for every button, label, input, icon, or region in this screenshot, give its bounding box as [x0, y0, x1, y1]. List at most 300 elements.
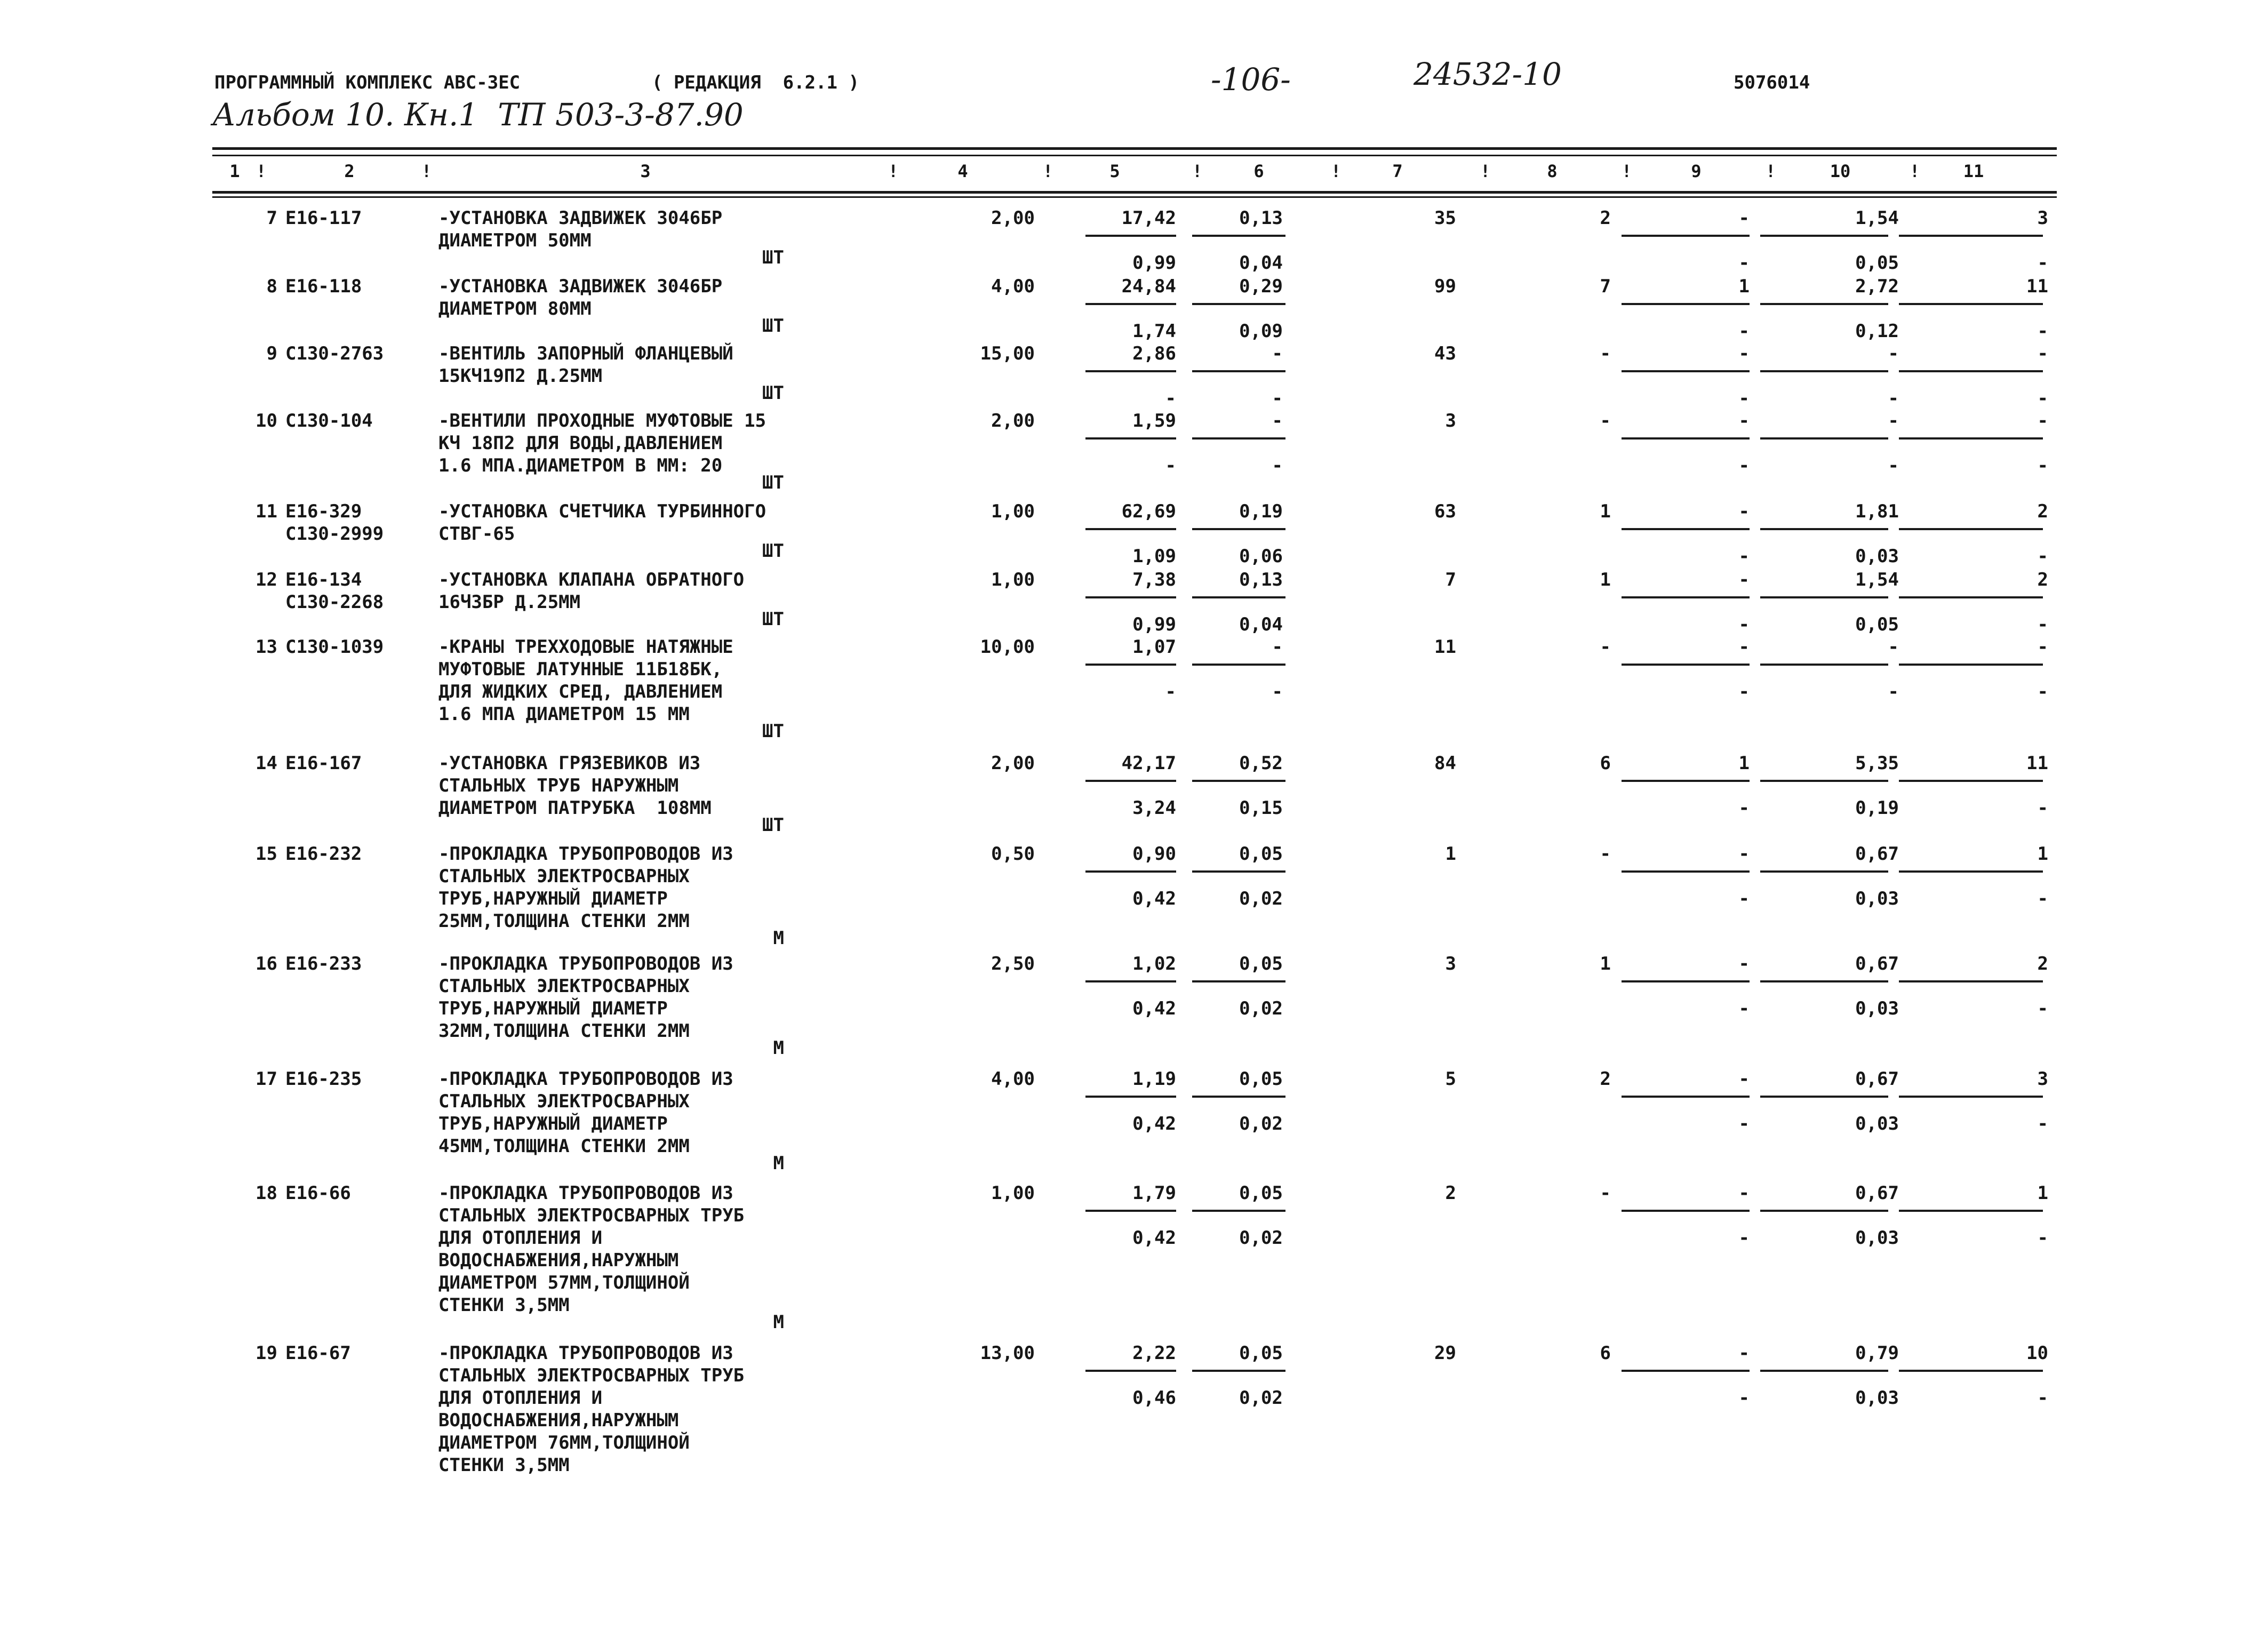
row-code: Е16-233 [285, 953, 362, 974]
fraction-rule [1760, 1210, 1888, 1212]
row-col11-top: 11 [2026, 753, 2048, 774]
fraction-rule [1899, 370, 2043, 372]
row-description: СТАЛЬНЫХ ТРУБ НАРУЖНЫМ [438, 775, 679, 796]
row-col11-top: 1 [2037, 843, 2048, 865]
row-col9-top: 1 [1738, 753, 1750, 774]
fraction-rule [1622, 235, 1750, 237]
row-col10-bottom: 0,03 [1855, 888, 1899, 909]
row-col9-bottom: - [1738, 321, 1750, 342]
header-rule-top [212, 147, 2057, 150]
row-col5-bottom: - [1165, 455, 1176, 476]
fraction-rule [1899, 1210, 2043, 1212]
fraction-rule [1085, 780, 1176, 782]
row-col6-bottom: - [1272, 681, 1283, 702]
row-unit: ШТ [762, 315, 784, 337]
row-number: 10 [255, 410, 277, 432]
fraction-rule [1192, 437, 1285, 440]
fraction-rule [1085, 1096, 1176, 1098]
fraction-rule [1622, 1096, 1750, 1098]
column-separator: ! [421, 161, 432, 181]
row-description: ТРУБ,НАРУЖНЫЙ ДИАМЕТР [438, 888, 668, 909]
row-col11-top: - [2037, 410, 2048, 432]
row-col10-top: - [1888, 636, 1899, 658]
row-col9-top: - [1738, 1068, 1750, 1090]
row-description: СТЕНКИ 3,5ММ [438, 1295, 570, 1316]
row-col9-bottom: - [1738, 614, 1750, 635]
edition-label: ( РЕДАКЦИЯ 6.2.1 ) [652, 72, 859, 93]
row-col8: 2 [1600, 207, 1611, 229]
row-number: 17 [255, 1068, 277, 1090]
fraction-rule [1192, 1096, 1285, 1098]
row-number: 16 [255, 953, 277, 974]
fraction-rule [1622, 303, 1750, 305]
row-description: 16Ч3БР Д.25ММ [438, 592, 581, 613]
row-description: СТАЛЬНЫХ ЭЛЕКТРОСВАРНЫХ [438, 976, 690, 997]
row-col5-bottom: 1,74 [1132, 321, 1176, 342]
fraction-rule [1085, 1370, 1176, 1372]
row-col11-top: 2 [2037, 953, 2048, 974]
row-col6-top: 0,52 [1239, 753, 1283, 774]
row-col9-top: - [1738, 207, 1750, 229]
row-description: ДЛЯ ОТОПЛЕНИЯ И [438, 1227, 603, 1249]
row-col10-top: 1,54 [1855, 207, 1899, 229]
fraction-rule [1899, 437, 2043, 440]
row-col10-top: 0,67 [1855, 843, 1899, 865]
column-separator: ! [256, 161, 267, 181]
row-unit: ШТ [762, 382, 784, 404]
column-header-6: 6 [1253, 161, 1264, 181]
row-description: -ПРОКЛАДКА ТРУБОПРОВОДОВ ИЗ [438, 1068, 733, 1090]
row-col7: 3 [1445, 410, 1456, 432]
row-description: -ВЕНТИЛЬ ЗАПОРНЫЙ ФЛАНЦЕВЫЙ [438, 343, 733, 364]
row-col6-top: - [1272, 410, 1283, 432]
row-description: -УСТАНОВКА ГРЯЗЕВИКОВ ИЗ [438, 753, 701, 774]
row-code: Е16-134 [285, 569, 362, 590]
row-description: СТАЛЬНЫХ ЭЛЕКТРОСВАРНЫХ ТРУБ [438, 1205, 745, 1226]
row-col10-bottom: 0,03 [1855, 1113, 1899, 1134]
row-col6-top: - [1272, 343, 1283, 364]
row-unit: ШТ [762, 721, 784, 742]
row-description: -ПРОКЛАДКА ТРУБОПРОВОДОВ ИЗ [438, 843, 733, 865]
fraction-rule [1899, 980, 2043, 982]
fraction-rule [1192, 303, 1285, 305]
row-col10-bottom: - [1888, 388, 1899, 409]
row-col5-bottom: 0,42 [1132, 1113, 1176, 1134]
fraction-rule [1622, 1210, 1750, 1212]
row-col5-top: 7,38 [1132, 569, 1176, 590]
album-reference: Альбом 10. Кн.1 ТП 503-3-87.90 [212, 97, 744, 133]
fraction-rule [1899, 528, 2043, 530]
row-col9-top: - [1738, 501, 1750, 522]
row-quantity: 1,00 [991, 501, 1035, 522]
row-col9-bottom: - [1738, 455, 1750, 476]
row-number: 9 [266, 343, 277, 364]
row-col10-bottom: 0,03 [1855, 998, 1899, 1019]
fraction-rule [1622, 1370, 1750, 1372]
row-description: ВОДОСНАБЖЕНИЯ,НАРУЖНЫМ [438, 1410, 679, 1431]
row-col9-bottom: - [1738, 546, 1750, 567]
row-description: 32ММ,ТОЛЩИНА СТЕНКИ 2ММ [438, 1020, 690, 1042]
row-col5-bottom: 1,09 [1132, 546, 1176, 567]
column-header-7: 7 [1392, 161, 1403, 181]
fraction-rule [1085, 1210, 1176, 1212]
row-quantity: 1,00 [991, 569, 1035, 590]
fraction-rule [1622, 370, 1750, 372]
row-col10-bottom: - [1888, 681, 1899, 702]
row-code: С130-2268 [285, 592, 384, 613]
program-title: ПРОГРАММНЫЙ КОМПЛЕКС АВС-3ЕС [214, 72, 521, 93]
fraction-rule [1760, 303, 1888, 305]
fraction-rule [1192, 235, 1285, 237]
row-number: 14 [255, 753, 277, 774]
row-description: ДИАМЕТРОМ 50ММ [438, 230, 592, 251]
row-col10-bottom: 0,05 [1855, 614, 1899, 635]
fraction-rule [1622, 980, 1750, 982]
row-unit: ШТ [762, 540, 784, 562]
header-rule-mid [212, 155, 2057, 156]
row-col8: 2 [1600, 1068, 1611, 1090]
fraction-rule [1085, 870, 1176, 873]
fraction-rule [1760, 1370, 1888, 1372]
row-col8: 6 [1600, 753, 1611, 774]
row-col9-bottom: - [1738, 888, 1750, 909]
fraction-rule [1760, 370, 1888, 372]
row-quantity: 2,00 [991, 207, 1035, 229]
fraction-rule [1192, 780, 1285, 782]
fraction-rule [1622, 780, 1750, 782]
column-header-4: 4 [957, 161, 968, 181]
fraction-rule [1085, 235, 1176, 237]
row-col5-bottom: 0,99 [1132, 252, 1176, 274]
row-number: 8 [266, 276, 277, 297]
row-quantity: 1,00 [991, 1182, 1035, 1204]
column-header-10: 10 [1830, 161, 1851, 181]
row-col11-bottom: - [2037, 1113, 2048, 1134]
row-col7: 5 [1445, 1068, 1456, 1090]
row-col11-bottom: - [2037, 1227, 2048, 1249]
row-code: Е16-117 [285, 207, 362, 229]
row-description: 25ММ,ТОЛЩИНА СТЕНКИ 2ММ [438, 910, 690, 932]
row-col5-top: 2,22 [1132, 1343, 1176, 1364]
document-code: 24532-10 [1413, 56, 1562, 92]
row-col8: - [1600, 636, 1611, 658]
fraction-rule [1899, 780, 2043, 782]
row-col11-bottom: - [2037, 252, 2048, 274]
row-col11-top: 3 [2037, 207, 2048, 229]
row-quantity: 2,00 [991, 753, 1035, 774]
row-description: 1.6 МПА ДИАМЕТРОМ 15 ММ [438, 704, 690, 725]
row-description: -УСТАНОВКА ЗАДВИЖЕК 3046БР [438, 276, 723, 297]
row-col8: 7 [1600, 276, 1611, 297]
row-col5-bottom: - [1165, 388, 1176, 409]
row-col10-bottom: 0,03 [1855, 546, 1899, 567]
row-quantity: 0,50 [991, 843, 1035, 865]
row-col7: 11 [1434, 636, 1456, 658]
row-col5-top: 17,42 [1121, 207, 1176, 229]
row-col10-bottom: 0,05 [1855, 252, 1899, 274]
row-col11-top: 2 [2037, 501, 2048, 522]
row-col9-top: - [1738, 1182, 1750, 1204]
row-description: -ПРОКЛАДКА ТРУБОПРОВОДОВ ИЗ [438, 1343, 733, 1364]
row-col8: 1 [1600, 501, 1611, 522]
fraction-rule [1760, 1096, 1888, 1098]
row-col11-bottom: - [2037, 1387, 2048, 1409]
fraction-rule [1622, 870, 1750, 873]
fraction-rule [1192, 870, 1285, 873]
row-description: -ПРОКЛАДКА ТРУБОПРОВОДОВ ИЗ [438, 953, 733, 974]
row-code: Е16-167 [285, 753, 362, 774]
column-header-1: 1 [229, 161, 240, 181]
row-description: -КРАНЫ ТРЕХХОДОВЫЕ НАТЯЖНЫЕ [438, 636, 733, 658]
row-col11-top: 1 [2037, 1182, 2048, 1204]
row-code: С130-2763 [285, 343, 384, 364]
row-description: 45ММ,ТОЛЩИНА СТЕНКИ 2ММ [438, 1136, 690, 1157]
fraction-rule [1760, 870, 1888, 873]
row-description: ДИАМЕТРОМ 80ММ [438, 298, 592, 319]
row-number: 13 [255, 636, 277, 658]
row-col8: 1 [1600, 569, 1611, 590]
row-col6-bottom: 0,02 [1239, 888, 1283, 909]
row-code: Е16-118 [285, 276, 362, 297]
row-col5-bottom: 0,42 [1132, 888, 1176, 909]
fraction-rule [1760, 980, 1888, 982]
row-col10-bottom: 0,03 [1855, 1227, 1899, 1249]
row-description: ДЛЯ ОТОПЛЕНИЯ И [438, 1387, 603, 1409]
row-col11-bottom: - [2037, 681, 2048, 702]
column-header-8: 8 [1547, 161, 1558, 181]
row-col8: - [1600, 343, 1611, 364]
row-description: СТАЛЬНЫХ ЭЛЕКТРОСВАРНЫХ [438, 1091, 690, 1112]
row-col6-bottom: - [1272, 455, 1283, 476]
row-col9-bottom: - [1738, 681, 1750, 702]
row-col10-top: 5,35 [1855, 753, 1899, 774]
row-col6-bottom: 0,06 [1239, 546, 1283, 567]
row-col5-top: 1,59 [1132, 410, 1176, 432]
row-col5-top: 1,79 [1132, 1182, 1176, 1204]
fraction-rule [1899, 303, 2043, 305]
row-col11-top: 11 [2026, 276, 2048, 297]
row-col7: 43 [1434, 343, 1456, 364]
row-col9-bottom: - [1738, 998, 1750, 1019]
fraction-rule [1192, 370, 1285, 372]
row-col10-bottom: 0,19 [1855, 797, 1899, 819]
row-col10-top: - [1888, 343, 1899, 364]
row-quantity: 10,00 [980, 636, 1035, 658]
row-col7: 84 [1434, 753, 1456, 774]
row-col10-bottom: 0,03 [1855, 1387, 1899, 1409]
row-description: ТРУБ,НАРУЖНЫЙ ДИАМЕТР [438, 1113, 668, 1134]
row-col6-top: 0,19 [1239, 501, 1283, 522]
row-col10-top: - [1888, 410, 1899, 432]
row-description: -УСТАНОВКА КЛАПАНА ОБРАТНОГО [438, 569, 745, 590]
row-col7: 29 [1434, 1343, 1456, 1364]
row-col10-bottom: - [1888, 455, 1899, 476]
column-separator: ! [1910, 161, 1920, 181]
row-quantity: 15,00 [980, 343, 1035, 364]
fraction-rule [1899, 664, 2043, 666]
row-col9-bottom: - [1738, 252, 1750, 274]
row-description: ДЛЯ ЖИДКИХ СРЕД, ДАВЛЕНИЕМ [438, 681, 723, 702]
row-col6-bottom: 0,04 [1239, 614, 1283, 635]
sheet-code: 5076014 [1734, 72, 1810, 93]
row-col10-top: 0,79 [1855, 1343, 1899, 1364]
row-unit: ШТ [762, 609, 784, 630]
row-col6-top: 0,05 [1239, 953, 1283, 974]
row-description: СТАЛЬНЫХ ЭЛЕКТРОСВАРНЫХ ТРУБ [438, 1365, 745, 1386]
row-col5-top: 42,17 [1121, 753, 1176, 774]
column-header-9: 9 [1691, 161, 1702, 181]
fraction-rule [1622, 596, 1750, 598]
row-col6-top: 0,05 [1239, 1182, 1283, 1204]
row-col6-bottom: 0,15 [1239, 797, 1283, 819]
row-unit: М [773, 1153, 784, 1174]
fraction-rule [1192, 1370, 1285, 1372]
row-description: МУФТОВЫЕ ЛАТУННЫЕ 11Б18БК, [438, 659, 723, 680]
row-code: Е16-66 [285, 1182, 351, 1204]
row-col5-top: 1,02 [1132, 953, 1176, 974]
row-col9-bottom: - [1738, 797, 1750, 819]
row-col10-top: 0,67 [1855, 1068, 1899, 1090]
row-col11-bottom: - [2037, 455, 2048, 476]
row-col6-bottom: 0,02 [1239, 1227, 1283, 1249]
row-code: С130-104 [285, 410, 373, 432]
column-header-2: 2 [344, 161, 355, 181]
fraction-rule [1760, 596, 1888, 598]
row-description: ДИАМЕТРОМ 76ММ,ТОЛЩИНОЙ [438, 1432, 690, 1453]
row-description: ТРУБ,НАРУЖНЫЙ ДИАМЕТР [438, 998, 668, 1019]
row-col11-bottom: - [2037, 998, 2048, 1019]
row-description: 15КЧ19П2 Д.25ММ [438, 365, 603, 387]
row-col5-bottom: 0,46 [1132, 1387, 1176, 1409]
row-number: 15 [255, 843, 277, 865]
row-code: Е16-232 [285, 843, 362, 865]
row-number: 11 [255, 501, 277, 522]
row-col9-top: - [1738, 343, 1750, 364]
header-rule-bottom-2 [212, 196, 2057, 198]
column-separator: ! [1192, 161, 1203, 181]
fraction-rule [1085, 980, 1176, 982]
row-col8: - [1600, 1182, 1611, 1204]
row-col5-top: 24,84 [1121, 276, 1176, 297]
row-col9-bottom: - [1738, 1113, 1750, 1134]
row-col8: 1 [1600, 953, 1611, 974]
fraction-rule [1899, 1370, 2043, 1372]
row-col6-top: - [1272, 636, 1283, 658]
row-description: ДИАМЕТРОМ 57ММ,ТОЛЩИНОЙ [438, 1272, 690, 1293]
row-col11-top: 10 [2026, 1343, 2048, 1364]
fraction-rule [1192, 528, 1285, 530]
row-description: ВОДОСНАБЖЕНИЯ,НАРУЖНЫМ [438, 1250, 679, 1271]
row-col11-top: - [2037, 636, 2048, 658]
row-col6-top: 0,05 [1239, 843, 1283, 865]
row-col10-bottom: 0,12 [1855, 321, 1899, 342]
row-col10-top: 2,72 [1855, 276, 1899, 297]
row-col7: 99 [1434, 276, 1456, 297]
row-col6-top: 0,05 [1239, 1068, 1283, 1090]
row-col11-bottom: - [2037, 546, 2048, 567]
row-col8: - [1600, 410, 1611, 432]
row-unit: М [773, 928, 784, 949]
row-description: СТАЛЬНЫХ ЭЛЕКТРОСВАРНЫХ [438, 866, 690, 887]
row-col9-top: - [1738, 569, 1750, 590]
row-number: 19 [255, 1343, 277, 1364]
row-description: -УСТАНОВКА СЧЕТЧИКА ТУРБИННОГО [438, 501, 766, 522]
row-col11-top: - [2037, 343, 2048, 364]
fraction-rule [1192, 664, 1285, 666]
fraction-rule [1760, 528, 1888, 530]
row-col5-top: 1,07 [1132, 636, 1176, 658]
fraction-rule [1622, 437, 1750, 440]
fraction-rule [1192, 980, 1285, 982]
row-col10-top: 0,67 [1855, 1182, 1899, 1204]
row-col5-bottom: 3,24 [1132, 797, 1176, 819]
row-number: 18 [255, 1182, 277, 1204]
row-col11-bottom: - [2037, 388, 2048, 409]
row-col10-top: 1,54 [1855, 569, 1899, 590]
row-unit: ШТ [762, 814, 784, 836]
row-description: СТЕНКИ 3,5ММ [438, 1455, 570, 1476]
row-col9-top: 1 [1738, 276, 1750, 297]
row-description: -ВЕНТИЛИ ПРОХОДНЫЕ МУФТОВЫЕ 15 [438, 410, 766, 432]
fraction-rule [1085, 596, 1176, 598]
row-description: 1.6 МПА.ДИАМЕТРОМ В ММ: 20 [438, 455, 723, 476]
row-col5-bottom: - [1165, 681, 1176, 702]
row-quantity: 2,50 [991, 953, 1035, 974]
row-quantity: 13,00 [980, 1343, 1035, 1364]
row-col10-top: 0,67 [1855, 953, 1899, 974]
row-col9-top: - [1738, 843, 1750, 865]
row-col11-top: 2 [2037, 569, 2048, 590]
row-description: ДИАМЕТРОМ ПАТРУБКА 108ММ [438, 797, 712, 819]
row-description: СТВГ-65 [438, 523, 515, 545]
fraction-rule [1899, 1096, 2043, 1098]
row-col8: 6 [1600, 1343, 1611, 1364]
row-col7: 63 [1434, 501, 1456, 522]
row-col11-bottom: - [2037, 797, 2048, 819]
row-col7: 7 [1445, 569, 1456, 590]
row-col11-bottom: - [2037, 321, 2048, 342]
fraction-rule [1760, 437, 1888, 440]
fraction-rule [1760, 235, 1888, 237]
row-col6-top: 0,13 [1239, 569, 1283, 590]
row-col5-bottom: 0,42 [1132, 998, 1176, 1019]
fraction-rule [1760, 780, 1888, 782]
row-unit: ШТ [762, 247, 784, 268]
fraction-rule [1760, 664, 1888, 666]
column-separator: ! [1043, 161, 1053, 181]
row-col6-bottom: 0,04 [1239, 252, 1283, 274]
row-code: Е16-235 [285, 1068, 362, 1090]
fraction-rule [1899, 235, 2043, 237]
row-col5-top: 0,90 [1132, 843, 1176, 865]
row-unit: М [773, 1037, 784, 1059]
row-col6-bottom: 0,09 [1239, 321, 1283, 342]
fraction-rule [1085, 664, 1176, 666]
row-col10-top: 1,81 [1855, 501, 1899, 522]
row-number: 7 [266, 207, 277, 229]
row-col5-bottom: 0,42 [1132, 1227, 1176, 1249]
row-col5-top: 1,19 [1132, 1068, 1176, 1090]
row-col9-top: - [1738, 410, 1750, 432]
fraction-rule [1085, 303, 1176, 305]
fraction-rule [1192, 1210, 1285, 1212]
fraction-rule [1622, 664, 1750, 666]
row-col6-top: 0,13 [1239, 207, 1283, 229]
row-description: КЧ 18П2 ДЛЯ ВОДЫ,ДАВЛЕНИЕМ [438, 433, 723, 454]
row-unit: М [773, 1312, 784, 1333]
row-col8: - [1600, 843, 1611, 865]
row-col11-bottom: - [2037, 888, 2048, 909]
